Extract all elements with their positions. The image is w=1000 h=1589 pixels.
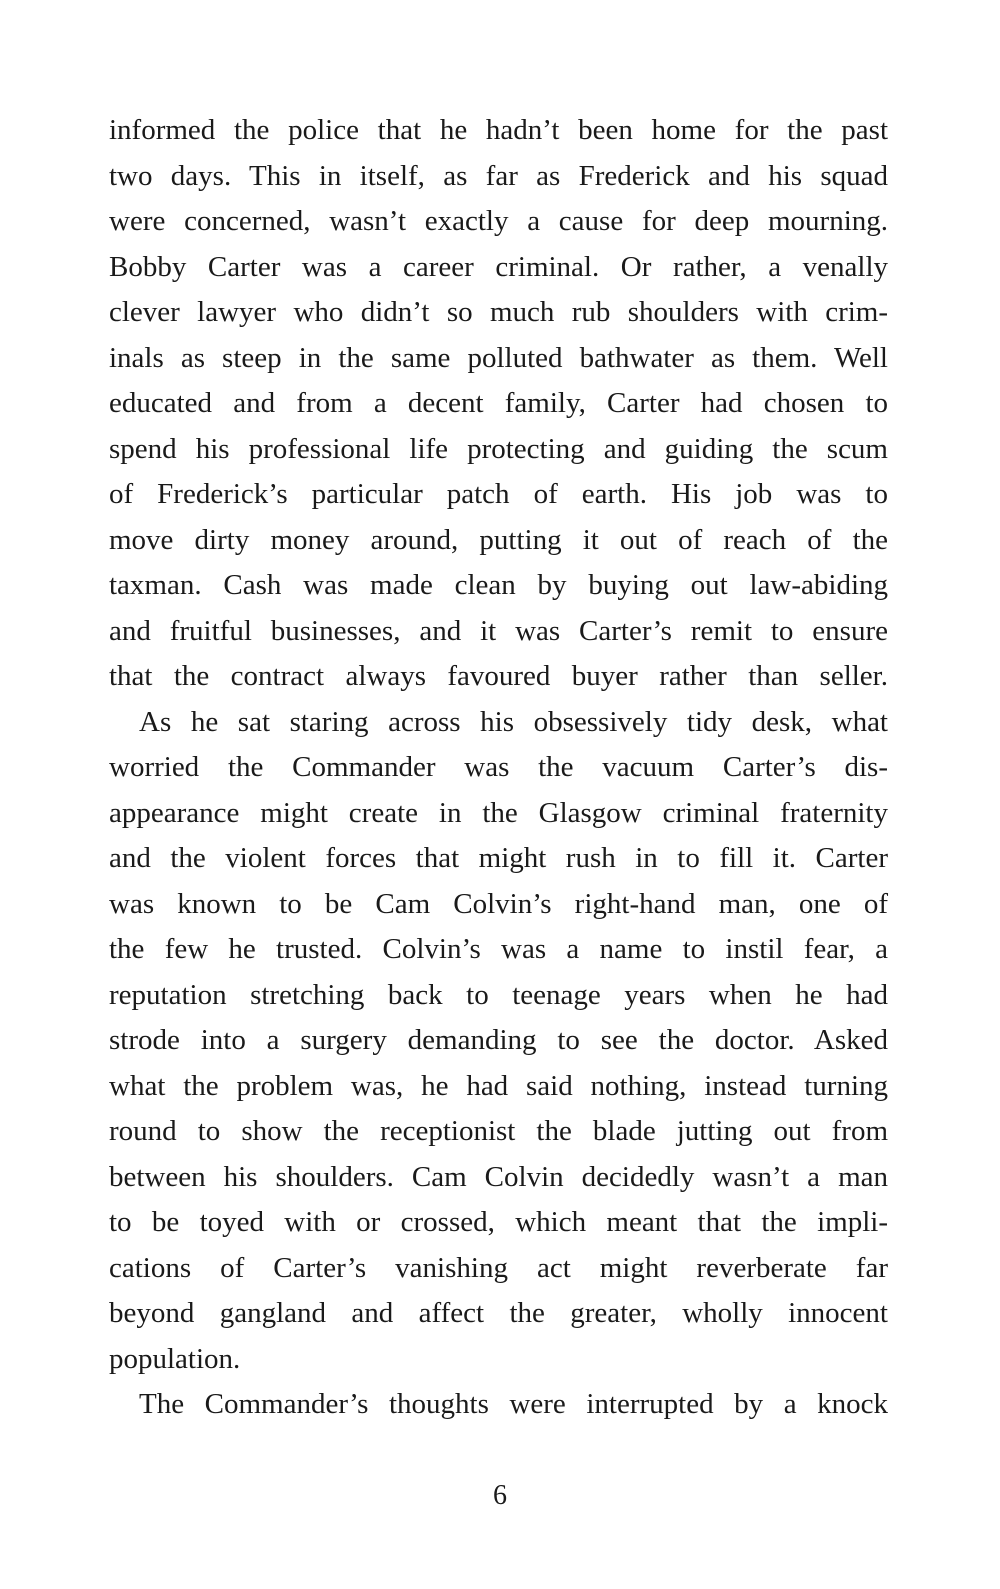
text-line: inals as steep in the same polluted bathwater as them. Well: [109, 341, 888, 374]
text-line: cations of Carter’s vanishing act might reverberate far: [109, 1251, 888, 1284]
text-line: clever lawyer who didn’t so much rub shoulders with crim-: [109, 296, 888, 328]
text-line: two days. This in itself, as far as Frederick and his squad: [109, 159, 888, 192]
text-line: that the contract always favoured buyer rather than seller.: [109, 660, 888, 692]
text-line: to be toyed with or crossed, which meant that the impli-: [109, 1206, 888, 1238]
text-line: of Frederick’s particular patch of earth. His job was to: [109, 478, 888, 510]
text-line: were concerned, wasn’t exactly a cause for deep mourning.: [109, 205, 888, 237]
text-line: what the problem was, he had said nothing, instead turning: [109, 1069, 888, 1102]
text-line: round to show the receptionist the blade jutting out from: [109, 1115, 888, 1147]
text-line: spend his professional life protecting and guiding the scum: [109, 432, 888, 465]
paragraph-start-line: The Commander’s thoughts were interrupted by a knock: [139, 1388, 888, 1420]
page-number: 6: [493, 1480, 507, 1511]
text-line: the few he trusted. Colvin’s was a name to instil fear, a: [109, 933, 888, 965]
text-line: worried the Commander was the vacuum Carter’s dis-: [109, 751, 888, 783]
text-line: educated and from a decent family, Carter had chosen to: [109, 387, 888, 419]
text-line: was known to be Cam Colvin’s right-hand man, one of: [109, 887, 888, 920]
text-line: and fruitful businesses, and it was Carter’s remit to ensure: [109, 614, 888, 647]
text-line: move dirty money around, putting it out of reach of the: [109, 523, 888, 556]
body-text: [109, 108, 888, 1428]
text-line: Bobby Carter was a career criminal. Or rather, a venally: [109, 250, 888, 283]
paragraph-end-line: population.: [109, 1342, 241, 1375]
text-line: appearance might create in the Glasgow criminal fraternity: [109, 796, 888, 829]
text-line: informed the police that he hadn’t been home for the past: [109, 114, 888, 146]
text-line: strode into a surgery demanding to see the doctor. Asked: [109, 1024, 888, 1056]
text-line: between his shoulders. Cam Colvin decidedly wasn’t a man: [109, 1160, 888, 1193]
text-line: beyond gangland and affect the greater, wholly innocent: [109, 1297, 888, 1329]
paragraph-start-line: As he sat staring across his obsessively tidy desk, what: [139, 705, 888, 738]
text-line: and the violent forces that might rush in to fill it. Carter: [109, 842, 888, 874]
text-line: taxman. Cash was made clean by buying out law-abiding: [109, 569, 888, 601]
text-line: reputation stretching back to teenage years when he had: [109, 978, 888, 1011]
